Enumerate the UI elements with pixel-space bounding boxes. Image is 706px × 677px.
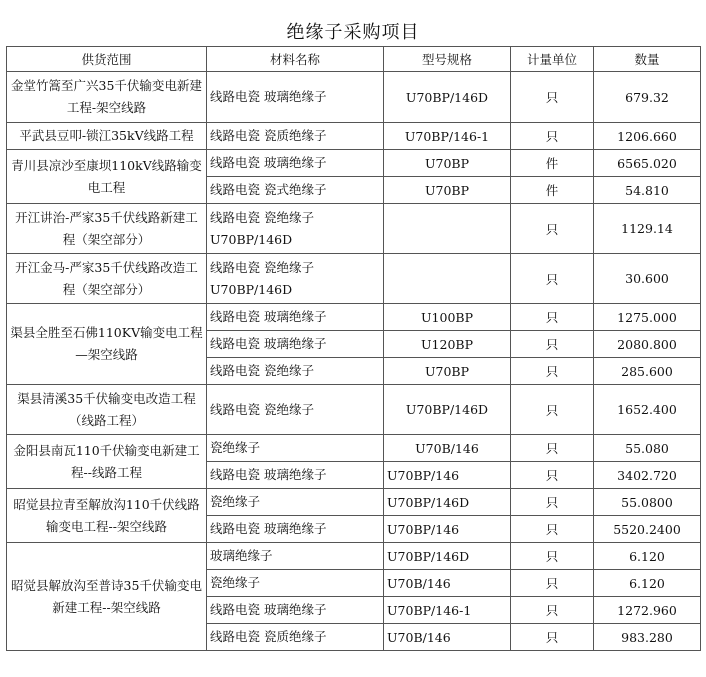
material-cell: 线路电瓷 瓷绝缘子 xyxy=(207,385,384,435)
material-cell: 线路电瓷 瓷质绝缘子 xyxy=(207,123,384,150)
model-cell: U70BP/146 xyxy=(384,462,511,489)
model-cell xyxy=(384,204,511,254)
model-cell: U70BP/146D xyxy=(384,385,511,435)
document-title: 绝缘子采购项目 xyxy=(286,22,420,43)
model-cell: U70BP/146D xyxy=(384,72,511,123)
supply-scope-cell: 渠县清溪35千伏输变电改造工程（线路工程） xyxy=(7,385,207,435)
model-cell: U100BP xyxy=(384,304,511,331)
quantity-cell: 30.600 xyxy=(594,254,701,304)
quantity-cell: 55.080 xyxy=(594,435,701,462)
model-cell: U70BP/146 xyxy=(384,516,511,543)
table-row xyxy=(7,543,701,570)
material-cell: 线路电瓷 瓷质绝缘子 xyxy=(207,624,384,651)
supply-scope-cell: 平武县豆叩-锁江35kV线路工程 xyxy=(7,123,207,150)
unit-cell: 只 xyxy=(511,358,594,385)
header-quantity: 数量 xyxy=(594,47,701,72)
header-row xyxy=(7,47,701,72)
unit-cell: 只 xyxy=(511,543,594,570)
table-row xyxy=(7,385,701,435)
table-row xyxy=(7,489,701,516)
material-cell: 线路电瓷 玻璃绝缘子 xyxy=(207,304,384,331)
material-cell: 线路电瓷 玻璃绝缘子 xyxy=(207,150,384,177)
header-model: 型号规格 xyxy=(384,47,511,72)
supply-scope-cell: 昭觉县解放沟至普诗35千伏输变电新建工程--架空线路 xyxy=(7,543,207,651)
material-cell: 线路电瓷 瓷绝缘子 xyxy=(207,358,384,385)
quantity-cell: 55.0800 xyxy=(594,489,701,516)
quantity-cell: 285.600 xyxy=(594,358,701,385)
unit-cell: 只 xyxy=(511,204,594,254)
material-cell: 瓷绝缘子 xyxy=(207,435,384,462)
unit-cell: 只 xyxy=(511,516,594,543)
unit-cell: 只 xyxy=(511,331,594,358)
quantity-cell: 1275.000 xyxy=(594,304,701,331)
header-unit: 计量单位 xyxy=(511,47,594,72)
quantity-cell: 6565.020 xyxy=(594,150,701,177)
model-cell: U70BP/146-1 xyxy=(384,123,511,150)
quantity-cell: 6.120 xyxy=(594,570,701,597)
model-cell: U70BP/146-1 xyxy=(384,597,511,624)
table-row xyxy=(7,150,701,177)
quantity-cell: 5520.2400 xyxy=(594,516,701,543)
material-cell: 玻璃绝缘子 xyxy=(207,543,384,570)
material-cell: 瓷绝缘子 xyxy=(207,570,384,597)
unit-cell: 只 xyxy=(511,123,594,150)
material-cell: 线路电瓷 玻璃绝缘子 xyxy=(207,597,384,624)
unit-cell: 只 xyxy=(511,570,594,597)
unit-cell: 只 xyxy=(511,385,594,435)
unit-cell: 只 xyxy=(511,597,594,624)
quantity-cell: 1652.400 xyxy=(594,385,701,435)
supply-scope-cell: 金堂竹篙至广兴35千伏输变电新建工程-架空线路 xyxy=(7,72,207,123)
model-cell: U70BP/146D xyxy=(384,543,511,570)
quantity-cell: 1129.14 xyxy=(594,204,701,254)
table-row xyxy=(7,254,701,304)
model-cell xyxy=(384,254,511,304)
material-cell: 线路电瓷 玻璃绝缘子 xyxy=(207,72,384,123)
unit-cell: 只 xyxy=(511,624,594,651)
header-scope: 供货范围 xyxy=(7,47,207,72)
material-cell: 线路电瓷 玻璃绝缘子 xyxy=(207,331,384,358)
material-cell: 线路电瓷 瓷式绝缘子 xyxy=(207,177,384,204)
model-cell: U70B/146 xyxy=(384,435,511,462)
unit-cell: 只 xyxy=(511,462,594,489)
procurement-table xyxy=(6,46,701,651)
table-body xyxy=(7,72,701,651)
quantity-cell: 679.32 xyxy=(594,72,701,123)
table-row xyxy=(7,435,701,462)
material-cell: 线路电瓷 瓷绝缘子 U70BP/146D xyxy=(207,254,384,304)
unit-cell: 只 xyxy=(511,72,594,123)
table-row xyxy=(7,304,701,331)
quantity-cell: 983.280 xyxy=(594,624,701,651)
quantity-cell: 1272.960 xyxy=(594,597,701,624)
table-row xyxy=(7,123,701,150)
table-row xyxy=(7,72,701,123)
model-cell: U70BP xyxy=(384,150,511,177)
material-cell: 线路电瓷 瓷绝缘子 U70BP/146D xyxy=(207,204,384,254)
model-cell: U70BP/146D xyxy=(384,489,511,516)
quantity-cell: 1206.660 xyxy=(594,123,701,150)
supply-scope-cell: 昭觉县拉青至解放沟110千伏线路输变电工程--架空线路 xyxy=(7,489,207,543)
supply-scope-cell: 青川县凉沙至康坝110kV线路输变电工程 xyxy=(7,150,207,204)
unit-cell: 只 xyxy=(511,435,594,462)
unit-cell: 件 xyxy=(511,150,594,177)
material-cell: 线路电瓷 玻璃绝缘子 xyxy=(207,516,384,543)
material-cell: 瓷绝缘子 xyxy=(207,489,384,516)
unit-cell: 只 xyxy=(511,489,594,516)
model-cell: U70B/146 xyxy=(384,570,511,597)
supply-scope-cell: 渠县全胜至石佛110KV输变电工程—架空线路 xyxy=(7,304,207,385)
model-cell: U70BP xyxy=(384,358,511,385)
unit-cell: 只 xyxy=(511,254,594,304)
quantity-cell: 6.120 xyxy=(594,543,701,570)
unit-cell: 只 xyxy=(511,304,594,331)
supply-scope-cell: 开江讲治-严家35千伏线路新建工程（架空部分） xyxy=(7,204,207,254)
supply-scope-cell: 开江金马-严家35千伏线路改造工程（架空部分） xyxy=(7,254,207,304)
table-row xyxy=(7,204,701,254)
quantity-cell: 2080.800 xyxy=(594,331,701,358)
material-cell: 线路电瓷 玻璃绝缘子 xyxy=(207,462,384,489)
unit-cell: 件 xyxy=(511,177,594,204)
header-material: 材料名称 xyxy=(207,47,384,72)
quantity-cell: 54.810 xyxy=(594,177,701,204)
model-cell: U120BP xyxy=(384,331,511,358)
model-cell: U70B/146 xyxy=(384,624,511,651)
model-cell: U70BP xyxy=(384,177,511,204)
quantity-cell: 3402.720 xyxy=(594,462,701,489)
supply-scope-cell: 金阳县南瓦110千伏输变电新建工程--线路工程 xyxy=(7,435,207,489)
